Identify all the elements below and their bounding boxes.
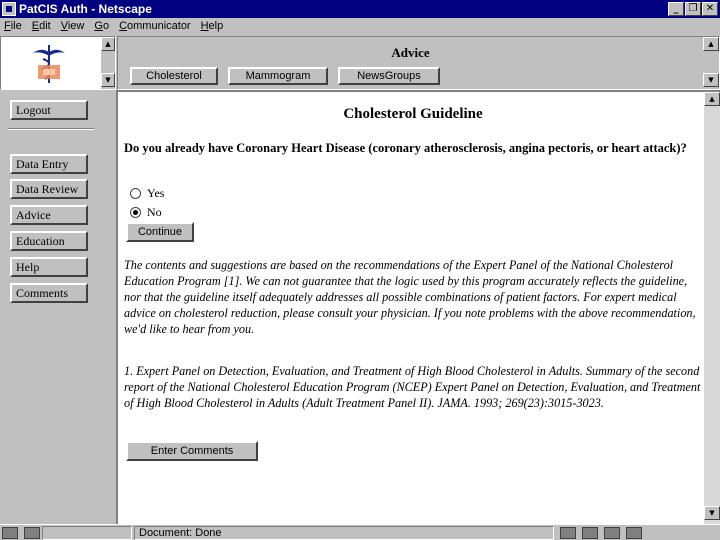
nav-divider <box>8 128 94 130</box>
page-title: Cholesterol Guideline <box>343 106 483 122</box>
status-bar <box>0 524 720 540</box>
status-text: Document: Done <box>134 526 554 540</box>
section-title: Advice <box>391 45 430 60</box>
scroll-up-arrow-icon[interactable]: ▲ <box>101 37 115 51</box>
option-no[interactable] <box>130 205 162 220</box>
tab-cholesterol[interactable]: Cholesterol <box>130 67 218 85</box>
menu-file[interactable]: File <box>4 20 22 32</box>
radio-no[interactable] <box>130 207 141 218</box>
connection-icon <box>24 527 40 539</box>
nav-data-review[interactable]: Data Review <box>10 179 88 199</box>
enter-comments-button[interactable]: Enter Comments <box>126 441 258 461</box>
left-nav-frame <box>0 90 116 524</box>
reference-text: 1. Expert Panel on Detection, Evaluation, and Treatment of High Blood Cholesterol in Adults. Summary of the second report of the National Cholesterol Education Program (NCEP) Expert Panel on Detection, Evaluation, and Treatment of High Blood Cholesterol in Adults (Adult Treatment Panel II). JAMA. 1993; 269(23):3015-3023. <box>124 364 701 410</box>
menu-go[interactable]: Go <box>94 20 110 32</box>
nav-comments[interactable]: Comments <box>10 283 88 303</box>
logo-frame <box>0 36 116 90</box>
progress-cell <box>42 526 132 540</box>
composer-icon[interactable] <box>626 527 642 539</box>
security-lock-icon[interactable] <box>2 527 18 539</box>
scroll-up-arrow-icon[interactable]: ▲ <box>703 37 719 51</box>
main-content-frame <box>116 90 720 524</box>
window-controls <box>668 2 718 16</box>
nav-help[interactable]: Help <box>10 257 88 277</box>
menu-view[interactable]: View <box>60 20 85 32</box>
header-frame-scrollbar[interactable] <box>703 37 719 89</box>
radio-yes[interactable] <box>130 188 141 199</box>
window-title: PatCIS Auth - Netscape <box>19 2 152 16</box>
logout-button[interactable]: Logout <box>10 100 88 120</box>
restore-button[interactable]: ❐ <box>685 2 701 16</box>
nav-data-entry[interactable]: Data Entry <box>10 154 88 174</box>
menu-communicator[interactable]: Communicator <box>119 20 191 32</box>
tab-newsgroups[interactable]: NewsGroups <box>338 67 440 85</box>
option-no-label: No <box>147 205 162 219</box>
menu-edit[interactable]: Edit <box>31 20 51 32</box>
chd-question: Do you already have Coronary Heart Disease (coronary atherosclerosis, angina pectoris, or heart attack)? <box>124 141 687 155</box>
disclaimer-text: The contents and suggestions are based on the recommendations of the Expert Panel of the National Cholesterol Education Program [1]. We can not guarantee that the logic used by this program accurately reflects the guideline, nor that the guideline itself adequately addresses all possible combinations of patient factors. For expert medical advice on cholesterol reduction, please consult your physician. If you note problems with the above recommendation, we'd like to hear from you. <box>124 258 696 336</box>
menu-help[interactable]: Help <box>200 20 224 32</box>
scroll-up-arrow-icon[interactable]: ▲ <box>704 92 720 106</box>
tab-mammogram[interactable]: Mammogram <box>228 67 328 85</box>
caduceus-logo-icon <box>29 43 69 85</box>
option-yes[interactable] <box>130 186 164 201</box>
window-titlebar[interactable] <box>0 0 720 18</box>
menu-bar <box>0 18 720 34</box>
main-vertical-scrollbar[interactable] <box>704 92 720 524</box>
scroll-down-arrow-icon[interactable]: ▼ <box>101 73 115 87</box>
header-frame <box>117 36 720 90</box>
mail-icon[interactable] <box>582 527 598 539</box>
continue-button[interactable]: Continue <box>126 222 194 242</box>
close-button[interactable]: ✕ <box>702 2 718 16</box>
navigator-icon[interactable] <box>560 527 576 539</box>
scroll-down-arrow-icon[interactable]: ▼ <box>704 506 720 520</box>
option-yes-label: Yes <box>147 186 165 200</box>
nav-education[interactable]: Education <box>10 231 88 251</box>
logo-frame-scrollbar[interactable] <box>101 37 115 89</box>
netscape-app-icon[interactable] <box>2 2 16 16</box>
scroll-down-arrow-icon[interactable]: ▼ <box>703 73 719 87</box>
minimize-button[interactable]: _ <box>668 2 684 16</box>
discussion-icon[interactable] <box>604 527 620 539</box>
nav-advice[interactable]: Advice <box>10 205 88 225</box>
